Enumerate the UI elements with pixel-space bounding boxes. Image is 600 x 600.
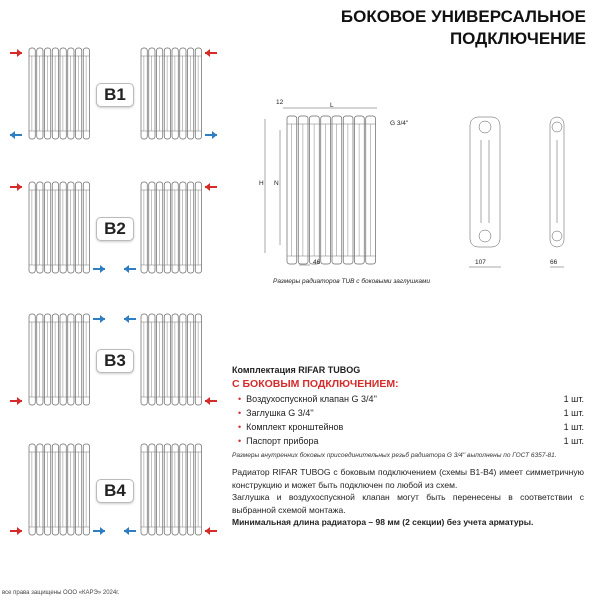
scheme-label: B1: [96, 83, 134, 107]
radiator-left: [28, 47, 91, 140]
return-arrow-icon: [124, 318, 136, 320]
kit-item: • Воздухоспускной клапан G 3/4'' 1 шт.: [232, 392, 584, 406]
dim-thread: G 3/4'': [390, 120, 409, 127]
kit-title: Комплектация RIFAR TUBOG: [232, 365, 361, 375]
dim-107: 107: [475, 259, 486, 266]
supply-arrow-icon: [10, 530, 22, 532]
radiator-right: [140, 47, 203, 140]
supply-arrow-icon: [10, 52, 22, 54]
radiator-left: [28, 313, 91, 406]
radiator-right: [140, 181, 203, 274]
return-arrow-icon: [93, 268, 105, 270]
kit-item: • Паспорт прибора 1 шт.: [232, 434, 584, 448]
supply-arrow-icon: [10, 400, 22, 402]
dim-N: N: [274, 180, 279, 187]
drawing-caption: Размеры радиаторов TUB с боковыми заглушками: [273, 278, 431, 285]
return-arrow-icon: [205, 134, 217, 136]
kit-section: [232, 365, 584, 459]
radiator-left: [28, 443, 91, 536]
supply-arrow-icon: [205, 186, 217, 188]
radiator-right: [140, 313, 203, 406]
kit-item: • Комплект кронштейнов 1 шт.: [232, 420, 584, 434]
dim-12: 12: [276, 99, 284, 106]
thread-note: Размеры внутренних боковых присоединительных резьб радиатора G 3/4'' выполнены по ГОСТ 6357-81.: [232, 452, 557, 459]
return-arrow-icon: [10, 134, 22, 136]
supply-arrow-icon: [205, 530, 217, 532]
scheme-label: B3: [96, 349, 134, 373]
description: Радиатор RIFAR TUBOG с боковым подключением (схемы B1-B4) имеет симметричную конструкцию и может быть подключен по любой из схем. Заглушка и воздухоспускной клапан могут быть перенесены в соответствии с выбранной схемой монтажа. Минимальная длина радиатора – 98 мм (2 секции) без учета арматуры.: [232, 467, 584, 528]
scheme-label: B2: [96, 217, 134, 241]
radiator-left: [28, 181, 91, 274]
copyright: все права защищены ООО «КАРЭ» 2024г.: [2, 590, 120, 596]
supply-arrow-icon: [10, 186, 22, 188]
return-arrow-icon: [93, 318, 105, 320]
supply-arrow-icon: [205, 400, 217, 402]
scheme-label: B4: [96, 479, 134, 503]
dim-46: 46: [313, 259, 321, 266]
return-arrow-icon: [93, 530, 105, 532]
supply-arrow-icon: [205, 52, 217, 54]
radiator-right: [140, 443, 203, 536]
kit-item: • Заглушка G 3/4'' 1 шт.: [232, 406, 584, 420]
kit-subtitle: С БОКОВЫМ ПОДКЛЮЧЕНИЕМ:: [232, 378, 399, 390]
page-title: БОКОВОЕ УНИВЕРСАЛЬНОЕ ПОДКЛЮЧЕНИЕ: [340, 7, 586, 48]
return-arrow-icon: [124, 530, 136, 532]
dim-L: L: [330, 102, 334, 109]
radiator-front-drawing: [250, 95, 600, 275]
return-arrow-icon: [124, 268, 136, 270]
dim-66: 66: [550, 259, 558, 266]
dim-H: H: [259, 180, 264, 187]
